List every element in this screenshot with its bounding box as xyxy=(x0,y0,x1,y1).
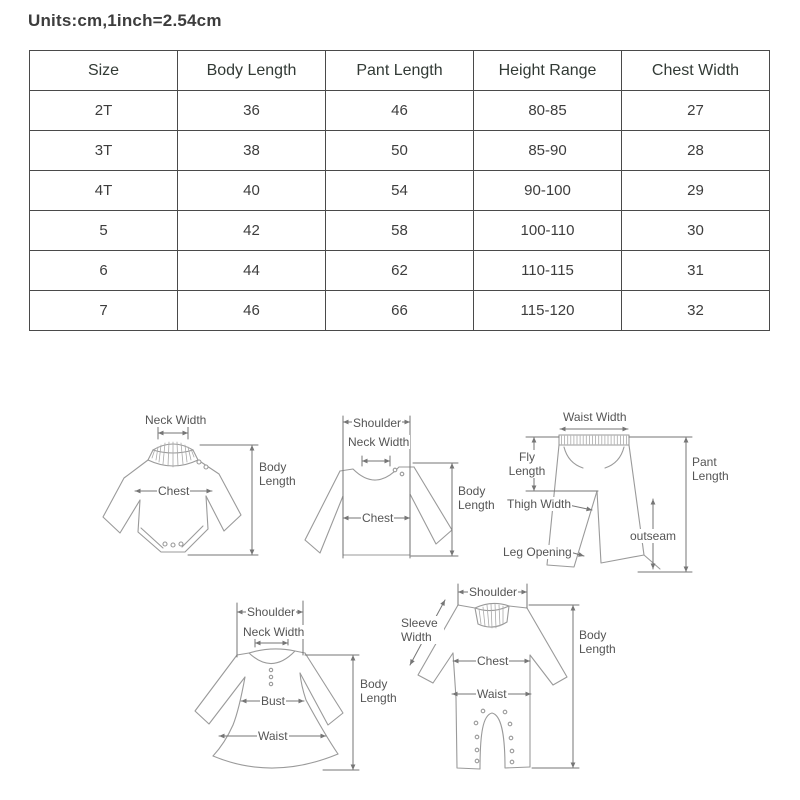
table-cell: 30 xyxy=(622,211,770,251)
header-height-range: Height Range xyxy=(474,51,622,91)
diagram-bodysuit xyxy=(95,405,307,573)
table-cell: 28 xyxy=(622,131,770,171)
romper-collar xyxy=(475,603,509,628)
table-header-row xyxy=(30,51,770,91)
bodysuit-body-length-label: Body Length xyxy=(258,460,302,488)
table-cell: 46 xyxy=(178,291,326,331)
table-cell: 90-100 xyxy=(474,171,622,211)
bodysuit-outline xyxy=(103,460,241,552)
table-cell: 29 xyxy=(622,171,770,211)
table-cell: 4T xyxy=(30,171,178,211)
table-cell: 58 xyxy=(326,211,474,251)
bodysuit-neck-width-label: Neck Width xyxy=(145,413,207,427)
table-cell: 36 xyxy=(178,91,326,131)
table-row-3t xyxy=(30,131,770,171)
table-row-7 xyxy=(30,291,770,331)
table-cell: 54 xyxy=(326,171,474,211)
table-cell: 3T xyxy=(30,131,178,171)
dress-outline xyxy=(195,649,343,768)
table-cell: 6 xyxy=(30,251,178,291)
bodysuit-collar xyxy=(148,442,198,467)
table-cell: 110-115 xyxy=(474,251,622,291)
bodysuit-measures xyxy=(135,427,258,555)
dress-shoulder-label: Shoulder xyxy=(247,605,296,619)
dress-neck-width-label: Neck Width xyxy=(243,625,305,639)
table-cell: 46 xyxy=(326,91,474,131)
romper-waist-label: Waist xyxy=(477,687,507,701)
bodysuit-buttons xyxy=(163,460,208,547)
table-cell: 7 xyxy=(30,291,178,331)
table-cell: 42 xyxy=(178,211,326,251)
sweater-chest-label: Chest xyxy=(362,511,394,525)
table-cell: 50 xyxy=(326,131,474,171)
sweater-buttons xyxy=(393,468,404,476)
diagram-romper xyxy=(395,578,617,792)
pants-fly-length-label: Fly Length xyxy=(505,450,549,478)
table-cell: 100-110 xyxy=(474,211,622,251)
table-row-5 xyxy=(30,211,770,251)
dress-body-length-label: Body Length xyxy=(360,677,397,706)
units-note: Units:cm,1inch=2.54cm xyxy=(28,11,222,30)
diagram-pants xyxy=(500,405,738,577)
size-chart-table xyxy=(29,50,770,331)
pants-outseam-label: outseam xyxy=(630,529,677,543)
table-cell: 44 xyxy=(178,251,326,291)
table-cell: 40 xyxy=(178,171,326,211)
pants-pant-length-label: Pant Length xyxy=(691,455,735,483)
sweater-neck-width-label: Neck Width xyxy=(348,435,410,449)
dress-bust-label: Bust xyxy=(261,694,286,708)
diagram-sweater xyxy=(295,408,500,570)
header-body-length: Body Length xyxy=(178,51,326,91)
header-size: Size xyxy=(30,51,178,91)
table-cell: 66 xyxy=(326,291,474,331)
table-row-4t xyxy=(30,171,770,211)
header-chest-width: Chest Width xyxy=(622,51,770,91)
table-cell: 27 xyxy=(622,91,770,131)
bodysuit-drawing xyxy=(95,405,307,573)
romper-shoulder-label: Shoulder xyxy=(469,585,518,599)
sweater-shoulder-label: Shoulder xyxy=(353,416,402,430)
diagram-dress xyxy=(175,585,397,793)
romper-drawing xyxy=(395,578,617,792)
pants-leg-opening-label: Leg Opening xyxy=(503,545,572,559)
table-row-2t xyxy=(30,91,770,131)
table-cell: 80-85 xyxy=(474,91,622,131)
dress-buttons xyxy=(269,668,272,685)
romper-body-length-label: Body Length xyxy=(579,628,616,657)
dress-waist-label: Waist xyxy=(258,729,288,743)
pants-waistband xyxy=(559,435,629,445)
table-cell: 2T xyxy=(30,91,178,131)
sweater-body-length-label: Body Length xyxy=(457,484,499,512)
header-pant-length: Pant Length xyxy=(326,51,474,91)
bodysuit-chest-label: Chest xyxy=(158,484,190,498)
table-cell: 31 xyxy=(622,251,770,291)
pants-waist-width-label: Waist Width xyxy=(563,410,627,424)
table-cell: 85-90 xyxy=(474,131,622,171)
table-cell: 38 xyxy=(178,131,326,171)
table-cell: 115-120 xyxy=(474,291,622,331)
romper-sleeve-width-label: Sleeve Width xyxy=(400,616,444,644)
table-cell: 32 xyxy=(622,291,770,331)
table-cell: 5 xyxy=(30,211,178,251)
table-row-6 xyxy=(30,251,770,291)
pants-thigh-width-label: Thigh Width xyxy=(507,497,572,511)
romper-chest-label: Chest xyxy=(477,654,509,668)
table-cell: 62 xyxy=(326,251,474,291)
romper-measures xyxy=(410,584,579,768)
